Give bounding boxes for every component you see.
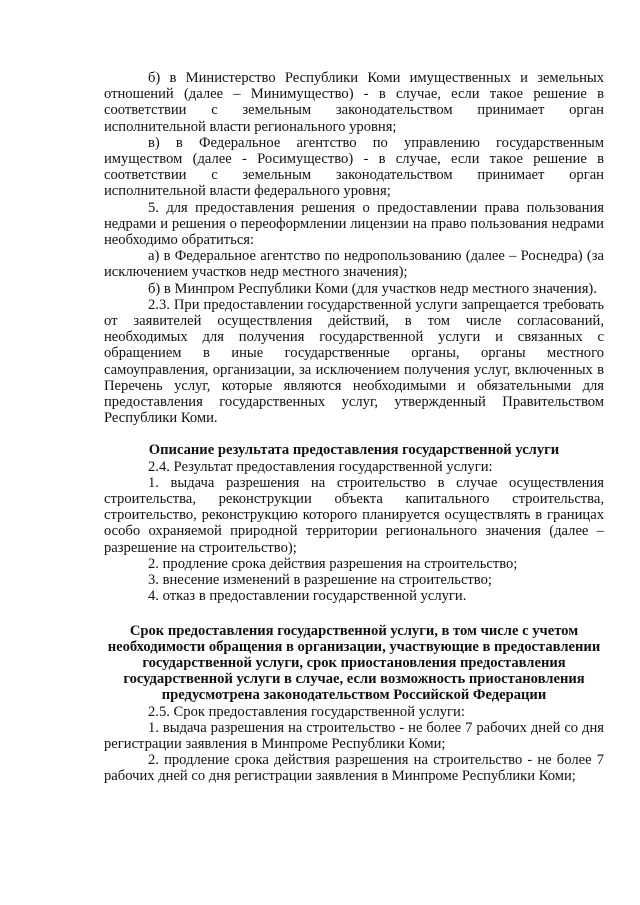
paragraph-minimushchestvo: б) в Министерство Республики Коми имущественных и земельных отношений (далее – Минимущество) - в случае, если такое решение в соответствии с земельным законодательством принимает орган исполнительной власти регионального уровня; (104, 70, 604, 135)
paragraph-2-5: 2.5. Срок предоставления государственной услуги: (148, 703, 465, 720)
paragraph-result-4: 4. отказ в предоставлении государственной услуги. (148, 588, 467, 605)
heading-result: Описание результата предоставления государственной услуги (148, 442, 560, 459)
paragraph-rosimushchestvo: в) в Федеральное агентство по управлению государственным имуществом (далее - Росимущество) - в случае, если такое решение в соответствии с земельным законодательством принимает орган исполнительной власти федерального уровня; (104, 134, 604, 200)
paragraph-result-2: 2. продление срока действия разрешения на строительство; (148, 555, 518, 572)
paragraph-minprom: б) в Минпром Республики Коми (для участков недр местного значения). (148, 280, 597, 297)
paragraph-rosnedra: а) в Федеральное агентство по недропользованию (далее – Роснедра) (за исключением участков недр местного значения); (104, 248, 604, 281)
paragraph-result-3: 3. внесение изменений в разрешение на строительство; (148, 572, 492, 589)
paragraph-term-1: 1. выдача разрешения на строительство - не более 7 рабочих дней со дня регистрации заявления в Минпроме Республики Коми; (104, 719, 604, 752)
spacer (104, 605, 604, 623)
paragraph-term-2: 2. продление срока действия разрешения на строительство - не более 7 рабочих дней со дня регистрации заявления в Минпроме Республики Коми; (104, 752, 604, 785)
paragraph-item-5: 5. для предоставления решения о предоставлении права пользования недрами и решения о переоформлении лицензии на право пользования недрами необходимо обратиться: (104, 199, 604, 249)
heading-term: Срок предоставления государственной услуги, в том числе с учетом необходимости обращения в организации, участвующие в предоставлении государственной услуги, срок приостановления предоставления государственной услуги в случае, если возможность приостановления предусмотрена законодательством Российской Федерации (107, 622, 601, 704)
spacer (104, 426, 604, 442)
paragraph-2-3: 2.3. При предоставлении государственной услуги запрещается требовать от заявителей осуществления действий, в том числе согласований, необходимых для получения государственной услуги и связанных с обращением в иные государственные органы, органы местного самоуправления, организации, за исключением получения услуг, включенных в Перечень услуг, которые являются необходимыми и обязательными для предоставления государственных услуг, утвержденный Правительством Республики Коми. (104, 296, 604, 427)
paragraph-2-4: 2.4. Результат предоставления государственной услуги: (148, 458, 493, 475)
paragraph-result-1: 1. выдача разрешения на строительство в случае осуществления строительства, реконструкции объекта капитального строительства, строительство, реконструкцию которого планируется осуществлять в границах особо охраняемой природной территории регионального значения (далее – разрешение на строительство); (104, 474, 604, 556)
